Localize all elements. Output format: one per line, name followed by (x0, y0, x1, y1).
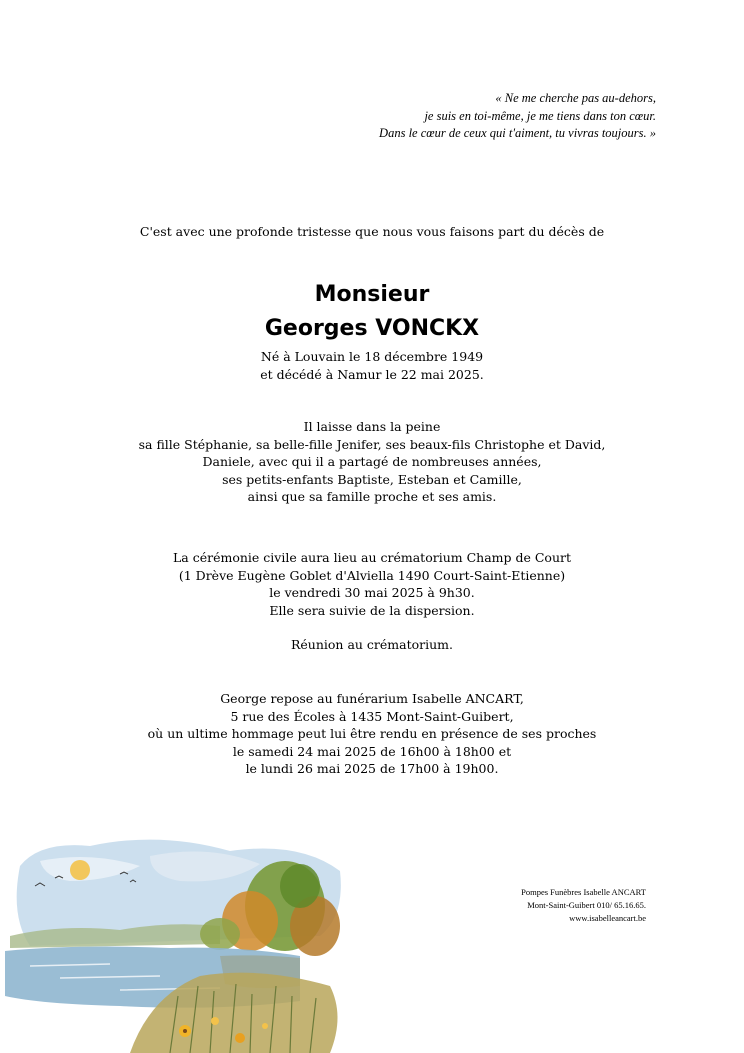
birth-line: Né à Louvain le 18 décembre 1949 (260, 349, 484, 364)
ceremony-section (0, 549, 744, 619)
footer-website-link[interactable]: www.isabelleancart.be (569, 913, 646, 923)
repose-line-4: le samedi 24 mai 2025 de 16h00 à 18h00 et (232, 743, 512, 759)
epigraph-quote (379, 90, 656, 143)
quote-line-3: Dans le cœur de ceux qui t'aiment, tu vivras toujours. » (379, 126, 656, 140)
family-line-5: ainsi que sa famille proche et ses amis. (247, 489, 497, 504)
quote-line-1: « Ne me cherche pas au-dehors, (495, 91, 656, 105)
watercolor-landscape-illustration (0, 826, 350, 1053)
quote-line-2: je suis en toi-même, je me tiens dans ton cœur. (424, 108, 656, 123)
footer-line-1: Pompes Funèbres Isabelle ANCART (521, 887, 646, 897)
repose-line-1: George repose au funérarium Isabelle ANCART, (220, 691, 524, 706)
footer-line-2: Mont-Saint-Guibert 010/ 65.16.65. (527, 900, 646, 910)
ceremony-line-2: (1 Drève Eugène Goblet d'Alviella 1490 Court-Saint-Etienne) (178, 567, 566, 583)
family-line-3: Daniele, avec qui il a partagé de nombreuses années, (202, 454, 542, 469)
family-section (0, 418, 744, 506)
ceremony-line-3: le vendredi 30 mai 2025 à 9h30. (269, 585, 475, 600)
death-line: et décédé à Namur le 22 mai 2025. (260, 366, 484, 382)
repose-line-3: où un ultime hommage peut lui être rendu en présence de ses proches (147, 726, 597, 741)
family-line-4: ses petits-enfants Baptiste, Esteban et Camille, (222, 471, 522, 487)
ceremony-line-4: Elle sera suivie de la dispersion. (269, 602, 475, 618)
family-line-1: Il laisse dans la peine (303, 419, 441, 434)
reunion-note: Réunion au crématorium. (290, 637, 453, 652)
repose-line-2: 5 rue des Écoles à 1435 Mont-Saint-Guibert, (230, 708, 514, 724)
birth-death-info (0, 348, 744, 383)
funeral-home-footer (521, 886, 646, 925)
sun-icon (70, 860, 90, 880)
announcement-intro: C'est avec une profonde tristesse que nous vous faisons part du décès de (139, 224, 605, 239)
family-line-2: sa fille Stéphanie, sa belle-fille Jenifer, ses beaux-fils Christophe et David, (138, 436, 606, 452)
repose-line-5: le lundi 26 mai 2025 de 17h00 à 19h00. (245, 761, 499, 776)
repose-section (0, 690, 744, 778)
deceased-name: Georges VONCKX (264, 316, 480, 341)
deceased-title: Monsieur (314, 282, 430, 307)
ceremony-line-1: La cérémonie civile aura lieu au crématorium Champ de Court (172, 550, 571, 565)
